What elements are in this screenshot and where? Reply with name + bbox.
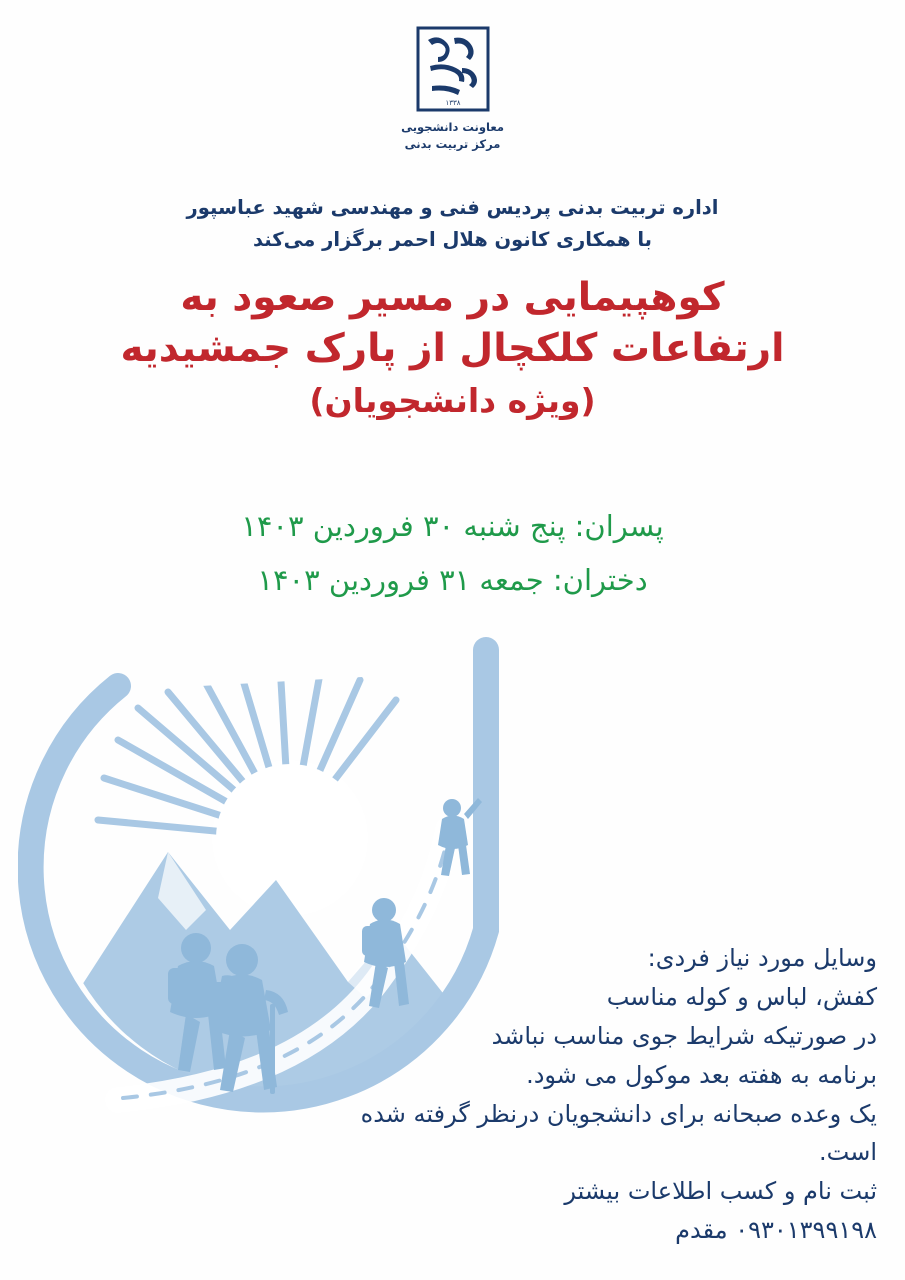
university-seal-icon — [416, 26, 490, 112]
logo-caption-line-1: معاونت دانشجویی — [401, 120, 504, 134]
event-title — [0, 272, 905, 422]
info-line-1: وسایل مورد نیاز فردی: — [647, 944, 877, 972]
info-line-4: برنامه به هفته بعد موکول می شود. — [526, 1060, 877, 1089]
organizer-line-1: اداره تربیت بدنی پردیس فنی و مهندسی شهید عباسپور — [186, 196, 719, 219]
logo-block — [0, 26, 905, 152]
organizer-line-2: با همکاری کانون هلال احمر برگزار می‌کند — [253, 227, 652, 251]
date-girls: دختران: جمعه ۳۱ فروردین ۱۴۰۳ — [257, 562, 648, 597]
event-title-line-2: ارتفاعات کلکچال از پارک جمشیدیه — [120, 326, 785, 372]
info-line-5: یک وعده صبحانه برای دانشجویان درنظر گرفته شده است. — [360, 1099, 877, 1167]
date-boys: پسران: پنج شنبه ۳۰ فروردین ۱۴۰۳ — [241, 509, 664, 543]
contact-phone: ۰۹۳۰۱۳۹۹۱۹۸ مقدم — [675, 1216, 877, 1245]
info-line-6: ثبت نام و کسب اطلاعات بیشتر — [564, 1177, 877, 1206]
logo-caption-line-2: مرکز تربیت بدنی — [404, 136, 501, 151]
logo-caption — [401, 119, 504, 152]
event-dates — [0, 500, 905, 607]
info-line-2: کفش، لباس و کوله مناسب — [606, 982, 877, 1011]
svg-text:۱۳۳۸: ۱۳۳۸ — [444, 99, 461, 107]
info-text — [357, 939, 877, 1250]
info-line-3: در صورتیکه شرایط جوی مناسب نباشد — [491, 1021, 877, 1050]
organizer-text — [0, 192, 905, 255]
event-title-line-1: کوهپیمایی در مسیر صعود به — [180, 275, 725, 320]
event-title-line-3: (ویژه دانشجویان) — [309, 380, 596, 420]
